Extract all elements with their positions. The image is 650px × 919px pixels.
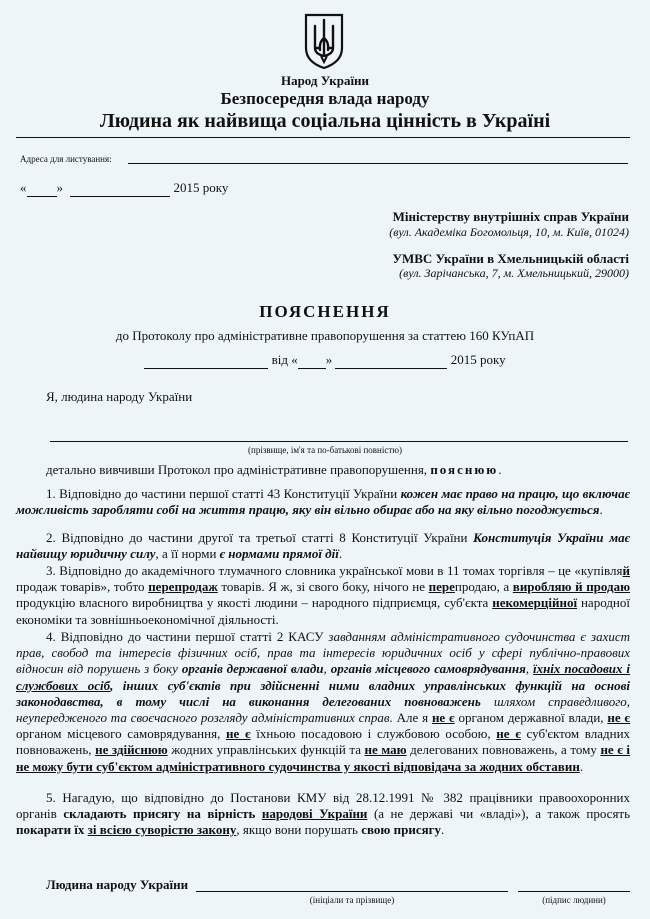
p2-text-2: , а її норми <box>155 546 217 562</box>
date-close-quote: » <box>56 180 63 195</box>
p3-text-a: 3. Відповідно до академічного тлумачного словника української мови в 11 томах торгівля – це «купівля <box>46 563 623 578</box>
p3-text-e: товарів. Я ж, зі свого боку, нічого не <box>221 579 425 595</box>
p3-emph-j: некомерційної <box>492 595 578 611</box>
header-line1: Народ України <box>280 73 370 88</box>
p5-emph-b: складають присягу на вірність <box>63 806 256 822</box>
p4-emph-k: не є <box>431 710 455 726</box>
p4-emph-e: органів місцевого самоврядування <box>330 661 526 677</box>
lead-text <box>46 462 501 478</box>
document-title: ПОЯСНЕННЯ <box>259 302 391 321</box>
intro-text: Я, людина народу України <box>46 389 193 404</box>
p4-text-a: 4. Відповідно до частини першої статті 2 КАСУ <box>46 629 324 644</box>
header-line2: Безпосередня влада народу <box>220 89 430 108</box>
p4-text-l: органом державної влади, <box>458 710 604 726</box>
paragraph-2 <box>16 530 630 562</box>
p1-end: . <box>599 502 603 518</box>
p4-emph-m: не є <box>607 710 631 726</box>
p4-text-v: делегованих повноважень, а тому <box>410 742 597 758</box>
p5-emph-h: свою присягу <box>361 822 442 838</box>
protocol-day-field[interactable] <box>298 352 326 369</box>
p5-text-g: , якщо вони порушать <box>236 822 358 838</box>
protocol-date-from: від « <box>271 352 298 367</box>
p4-quote-b: завданням адміністративного судочинства є захист прав, свобод та інтересів фізичних осіб, прав та інтересів юридичних осіб у сфері публічно-правових відносин від порушень з боку <box>16 629 630 677</box>
p4-emph-w: не є і не можу бути суб'єктом адміністративного судочинства у якості відповідача за жодних обставин <box>16 742 631 774</box>
paragraph-3 <box>16 563 630 628</box>
header-line3: Людина як найвища соціальна цінність в Україні <box>99 110 551 132</box>
signature-sign-field[interactable] <box>518 891 630 892</box>
document-subtitle: до Протоколу про адміністративне правопорушення за статтею 160 КУпАП <box>115 328 535 343</box>
date-line <box>20 180 228 197</box>
p3-emph-h: виробляю й продаю <box>512 579 631 595</box>
p3-text-k: народної економіки та зовнішньоекономічної діяльності. <box>16 595 631 627</box>
address-label: Адреса для листування: <box>20 154 112 164</box>
protocol-month-field[interactable] <box>335 352 447 369</box>
trident-emblem-icon <box>303 12 345 70</box>
date-month-field[interactable] <box>70 180 170 197</box>
paragraph-4 <box>16 629 630 775</box>
p4-quote-i: шляхом справедливого, неупередженого та своєчасного розгляду адміністративних справ. <box>16 693 631 726</box>
p3-text-g: продаю, а <box>454 579 510 595</box>
p3-emph-d: перепродаж <box>148 579 218 595</box>
signature-caption-sign: (підпис людини) <box>542 895 606 905</box>
lead-end: . <box>498 462 502 477</box>
p2-quote: Конституція України має найвищу юридичну силу <box>16 530 630 562</box>
protocol-date-close: » <box>325 352 333 367</box>
p2-quote-2: є нормами прямої дії <box>219 546 339 562</box>
p4-end: . <box>579 758 584 774</box>
p3-text-i: продукцію власного виробництва у якості людини – народного підприємця, суб'єкта <box>16 595 489 611</box>
date-day-field[interactable] <box>27 180 57 197</box>
p5-emph-c: народові України <box>261 806 368 822</box>
name-field[interactable] <box>50 441 628 442</box>
p4-text-p: їхньою посадовою і службовою особою, <box>256 726 491 742</box>
protocol-date-year: 2015 року <box>450 352 506 367</box>
p3-text-c: продаж товарів», тобто <box>16 579 145 595</box>
p4-text-j: Але я <box>396 710 429 726</box>
p4-text-r: суб'єктом владних повноважень, <box>16 726 631 758</box>
p5-text-d: (а не державі чи «владі»), а також просять <box>373 806 631 822</box>
p4-comma-d: , <box>323 661 327 677</box>
signature-name-field[interactable] <box>196 891 508 892</box>
p5-emph-e: покарати їх <box>16 822 85 838</box>
address-field[interactable] <box>128 163 628 164</box>
paragraph-1 <box>16 486 630 518</box>
p4-text-t: жодних управлінських функцій та <box>171 742 361 758</box>
p5-emph-f: зі всією суворістю закону <box>87 822 237 838</box>
p1-text: 1. Відповідно до частини першої статті 43 Конституції України <box>46 486 398 501</box>
p3-emph-b: й <box>622 563 630 578</box>
protocol-number-field[interactable] <box>144 352 268 369</box>
lead-text-body: детально вивчивши Протокол про адміністративне правопорушення, <box>46 462 428 477</box>
date-year: 2015 року <box>173 180 229 195</box>
header-divider <box>16 137 630 138</box>
signature-label: Людина народу України <box>46 877 189 892</box>
recipient-2-address: (вул. Зарічанська, 7, м. Хмельницький, 29000) <box>399 266 629 280</box>
p4-emph-g: їхніх посадових і службових осіб <box>16 661 631 693</box>
p4-emph-c: органів державної влади <box>181 661 324 677</box>
p2-end: . <box>338 546 343 562</box>
p4-emph-s: не здійснюю <box>95 742 168 758</box>
date-open-quote: « <box>20 180 27 195</box>
p4-emph-h: , інших суб'єктів при здійсненні ними владних управлінських функцій на основі законодавства, в тому числі на виконання делегованих повноважень <box>16 677 630 709</box>
p4-text-n: органом місцевого самоврядування, <box>16 726 221 742</box>
signature-caption-name: (ініціали та прізвище) <box>309 895 395 905</box>
recipient-2-name: УМВС України в Хмельницькій області <box>392 251 629 266</box>
protocol-date-line <box>0 352 650 369</box>
lead-emphasis: пояснюю <box>430 462 499 477</box>
p4-emph-q: не є <box>496 726 521 742</box>
recipient-1-address: (вул. Академіка Богомольця, 10, м. Київ, 01024) <box>389 225 629 239</box>
p2-text: 2. Відповідно до частини другої та третьої статті 8 Конституції України <box>46 530 468 545</box>
p1-quote: кожен має право на працю, що включає можливість заробляти собі на життя працю, яку він вільно обирає або на яку вільно погоджується <box>16 486 631 518</box>
p4-emph-u: не маю <box>364 742 407 758</box>
p4-emph-o: не є <box>226 726 251 742</box>
recipient-1-name: Міністерству внутрішніх справ України <box>392 209 629 224</box>
p4-comma-f: , <box>525 661 530 677</box>
paragraph-5 <box>16 790 630 839</box>
name-caption: (прізвище, ім'я та по-батькові повністю) <box>248 445 402 455</box>
p3-emph-f: пере <box>428 579 455 595</box>
p5-text-a: 5. Нагадую, що відповідно до Постанови КМУ від 28.12.1991 № 382 працівники правоохоронних органів <box>16 790 630 822</box>
p5-end: . <box>441 822 445 838</box>
